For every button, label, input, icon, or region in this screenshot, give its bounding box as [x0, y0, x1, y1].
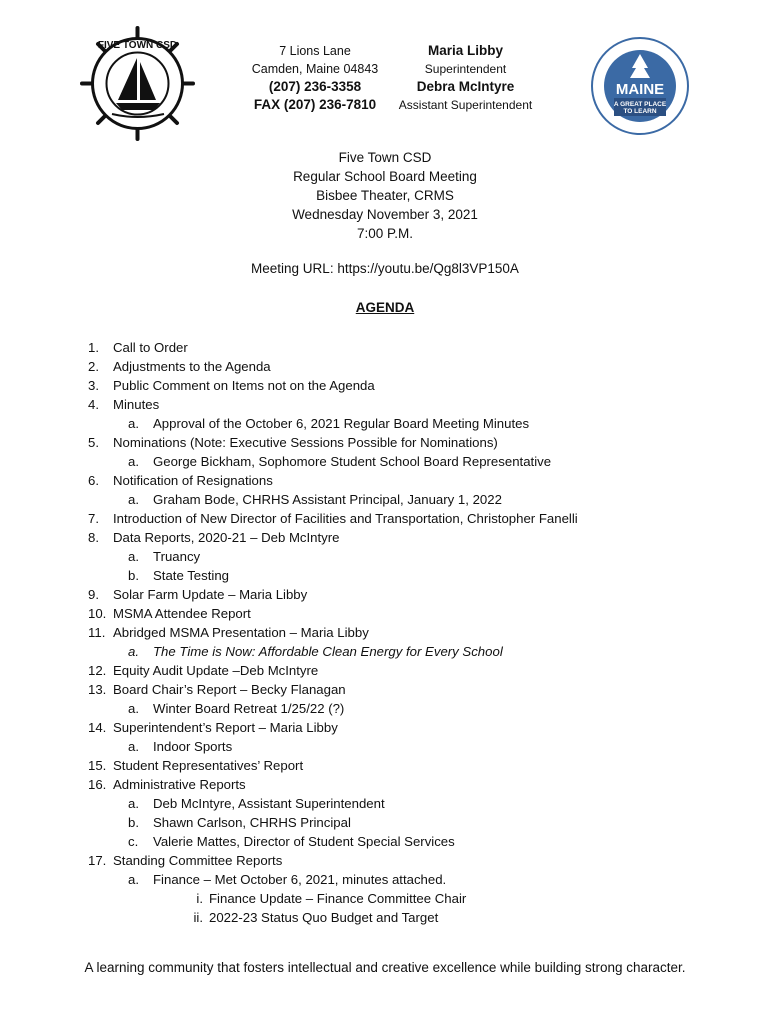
agenda-item-number: a.: [128, 796, 139, 811]
agenda-item-text: Truancy: [153, 549, 201, 564]
agenda-item: [88, 547, 578, 566]
agenda-item: [88, 775, 578, 794]
agenda-item: [88, 528, 578, 547]
agenda-item-number: a.: [128, 549, 139, 564]
svg-text:MAINE: MAINE: [615, 81, 665, 98]
agenda-item-text: State Testing: [153, 568, 230, 583]
maine-great-place-logo: [590, 36, 690, 136]
agenda-item: [88, 680, 578, 699]
agenda-item: [88, 889, 578, 908]
address-block: [245, 42, 385, 114]
agenda-item-text: Graham Bode, CHRHS Assistant Principal, January 1, 2022: [153, 492, 502, 507]
agenda-item-number: b.: [128, 815, 139, 830]
agenda-item-text: Shawn Carlson, CHRHS Principal: [153, 815, 351, 830]
agenda-item-text: Public Comment on Items not on the Agenda: [113, 378, 375, 393]
agenda-item: [88, 338, 578, 357]
agenda-item: [88, 699, 578, 718]
agenda-item-text: Standing Committee Reports: [113, 853, 283, 868]
agenda-item-text: Equity Audit Update –Deb McIntyre: [113, 663, 319, 678]
agenda-item-text: Winter Board Retreat 1/25/22 (?): [153, 701, 345, 716]
meeting-info: [0, 148, 770, 243]
phone: (207) 236-3358: [268, 79, 362, 94]
meeting-location: Bisbee Theater, CRMS: [316, 188, 454, 203]
fax: FAX (207) 236-7810: [253, 97, 377, 112]
meeting-time: 7:00 P.M.: [356, 226, 414, 241]
assistant-title: Assistant Superintendent: [398, 98, 533, 112]
agenda-item: [88, 737, 578, 756]
agenda-item-number: a.: [128, 492, 139, 507]
agenda-item-number: a.: [128, 416, 139, 431]
agenda-item: [88, 623, 578, 642]
agenda-item: [88, 604, 578, 623]
agenda-item: [88, 908, 578, 927]
svg-text:TO LEARN: TO LEARN: [623, 108, 657, 115]
agenda-item-text: Data Reports, 2020-21 – Deb McIntyre: [113, 530, 340, 545]
agenda-heading: AGENDA: [355, 300, 415, 315]
agenda-item-text: Board Chair’s Report – Becky Flanagan: [113, 682, 346, 697]
agenda-item-number: a.: [128, 701, 139, 716]
footer-tagline: A learning community that fosters intellectual and creative excellence while building strong character.: [84, 960, 686, 975]
agenda-item: [88, 870, 578, 889]
agenda-item: [88, 718, 578, 737]
agenda-item-number: 12.: [88, 663, 107, 678]
agenda-item-number: a.: [128, 454, 139, 469]
agenda-item-number: b.: [128, 568, 139, 583]
agenda-item-text: Call to Order: [113, 340, 188, 355]
agenda-item-text: Administrative Reports: [113, 777, 246, 792]
agenda-item: [88, 851, 578, 870]
agenda-item: [88, 509, 578, 528]
agenda-item-number: 4.: [88, 397, 99, 412]
agenda-item: [88, 585, 578, 604]
agenda-item-number: a.: [128, 872, 139, 887]
agenda-item-number: ii.: [193, 910, 203, 925]
staff-block: [398, 42, 533, 114]
agenda-item-text: Deb McIntyre, Assistant Superintendent: [153, 796, 385, 811]
agenda-item-text: George Bickham, Sophomore Student School Board Representative: [153, 454, 552, 469]
agenda-item-text: Student Representatives’ Report: [113, 758, 304, 773]
agenda-item: [88, 395, 578, 414]
agenda-item-number: 5.: [88, 435, 99, 450]
agenda-item-number: 7.: [88, 511, 99, 526]
agenda-item: [88, 794, 578, 813]
meeting-date: Wednesday November 3, 2021: [292, 207, 478, 222]
agenda-item-number: 10.: [88, 606, 107, 621]
agenda-item: [88, 756, 578, 775]
address-line2: Camden, Maine 04843: [251, 62, 379, 76]
agenda-item-number: 9.: [88, 587, 99, 602]
superintendent-name: Maria Libby: [427, 43, 503, 58]
agenda-list: [88, 338, 578, 927]
agenda-item: [88, 376, 578, 395]
agenda-item: [88, 357, 578, 376]
agenda-item-number: a.: [128, 644, 139, 659]
agenda-item: [88, 661, 578, 680]
agenda-item-number: 15.: [88, 758, 107, 773]
agenda-item-text: Finance Update – Finance Committee Chair: [209, 891, 467, 906]
meeting-org: Five Town CSD: [338, 150, 432, 165]
meeting-url[interactable]: Meeting URL: https://youtu.be/Qg8l3VP150A: [251, 261, 519, 276]
five-town-csd-logo: [80, 26, 195, 141]
agenda-item-number: 6.: [88, 473, 99, 488]
agenda-item-number: a.: [128, 739, 139, 754]
agenda-item-text: Solar Farm Update – Maria Libby: [113, 587, 308, 602]
agenda-item-text: Notification of Resignations: [113, 473, 273, 488]
agenda-item-number: 11.: [88, 625, 106, 640]
agenda-item-text: Nominations (Note: Executive Sessions Possible for Nominations): [113, 435, 498, 450]
svg-text:A GREAT PLACE: A GREAT PLACE: [613, 101, 667, 108]
agenda-item-text: 2022-23 Status Quo Budget and Target: [209, 910, 439, 925]
agenda-item-text: Valerie Mattes, Director of Student Special Services: [153, 834, 455, 849]
agenda-item-number: 3.: [88, 378, 99, 393]
agenda-item-text: Introduction of New Director of Facilities and Transportation, Christopher Fanelli: [113, 511, 578, 526]
agenda-item: [88, 471, 578, 490]
agenda-item: [88, 566, 578, 585]
meeting-type: Regular School Board Meeting: [293, 169, 477, 184]
agenda-item-number: 1.: [88, 340, 99, 355]
address-line1: 7 Lions Lane: [279, 44, 351, 58]
agenda-item: [88, 490, 578, 509]
agenda-item-text: Finance – Met October 6, 2021, minutes attached.: [153, 872, 447, 887]
agenda-item-number: 13.: [88, 682, 107, 697]
assistant-name: Debra McIntyre: [416, 79, 515, 94]
agenda-item-text: Superintendent’s Report – Maria Libby: [113, 720, 338, 735]
agenda-item: [88, 813, 578, 832]
agenda-item-text: MSMA Attendee Report: [113, 606, 251, 621]
svg-text:FIVE TOWN CSD: FIVE TOWN CSD: [97, 40, 178, 51]
agenda-item-number: i.: [196, 891, 203, 906]
agenda-item-text: Adjustments to the Agenda: [113, 359, 271, 374]
agenda-item-text: Minutes: [113, 397, 160, 412]
agenda-item: [88, 414, 578, 433]
agenda-item-text: The Time is Now: Affordable Clean Energy for Every School: [153, 644, 503, 659]
agenda-item-number: 17.: [88, 853, 107, 868]
agenda-item-text: Indoor Sports: [153, 739, 233, 754]
agenda-item-text: Approval of the October 6, 2021 Regular Board Meeting Minutes: [153, 416, 530, 431]
agenda-item-number: 16.: [88, 777, 107, 792]
agenda-item: [88, 832, 578, 851]
agenda-item-number: 2.: [88, 359, 99, 374]
agenda-item-number: c.: [128, 834, 139, 849]
agenda-item-text: Abridged MSMA Presentation – Maria Libby: [113, 625, 369, 640]
agenda-item: [88, 433, 578, 452]
agenda-item-number: 8.: [88, 530, 99, 545]
superintendent-title: Superintendent: [424, 62, 507, 76]
agenda-item-number: 14.: [88, 720, 107, 735]
agenda-item: [88, 642, 578, 661]
agenda-item: [88, 452, 578, 471]
